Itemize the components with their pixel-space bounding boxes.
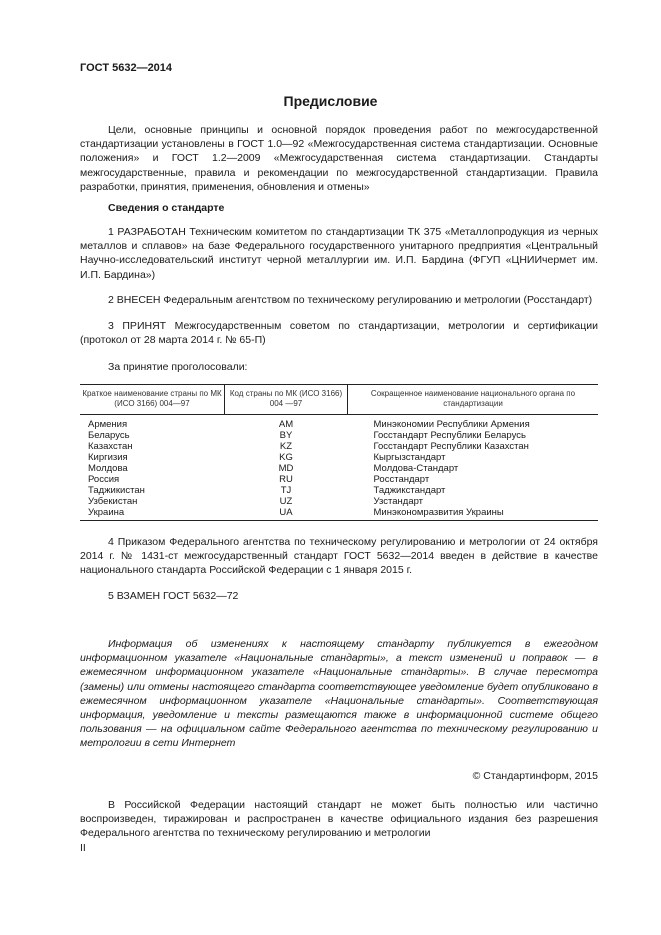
country-code: TJ <box>280 485 292 496</box>
table-row <box>80 507 598 521</box>
document-code: ГОСТ 5632—2014 <box>80 62 173 74</box>
table-row <box>80 430 598 441</box>
country-name: Киргизия <box>88 452 128 463</box>
country-name: Казахстан <box>88 441 133 452</box>
country-code: MD <box>278 463 294 474</box>
country-code: KG <box>279 452 293 463</box>
country-name: Украина <box>80 507 225 521</box>
national-body: Кыргызстандарт <box>373 452 446 463</box>
country-name: Таджикистан <box>88 485 145 496</box>
legal-paragraph: В Российской Федерации настоящий стандарт не может быть полностью или частично воспроизведен, тиражирован и распространен в качестве официального издания без разрешения Федерального агентства по техническому регулированию и метрологии <box>80 799 598 840</box>
copyright: © Стандартинформ, 2015 <box>472 770 598 782</box>
info-heading: Сведения о стандарте <box>108 202 225 214</box>
country-name: Армения <box>88 419 128 430</box>
table-row <box>80 496 598 507</box>
table-row <box>80 452 598 463</box>
country-code: UA <box>225 507 348 521</box>
item-adopted: 3 ПРИНЯТ Межгосударственным советом по стандартизации, метрологии и сертификации (протокол от 28 марта 2014 г. № 65-П) <box>80 320 598 347</box>
country-code: AM <box>278 419 294 430</box>
national-body: Госстандарт Республики Казахстан <box>373 441 529 452</box>
intro-paragraph: Цели, основные принципы и основной порядок проведения работ по межгосударственной стандартизации установлены в ГОСТ 1.0—92 «Межгосударственная система стандартизации. Основные положения» и ГОСТ 1.2—2009 «Межгосударственная система стандартизации. Стандарты межгосударственные, правила и рекомендации по межгосударственной стандартизации. Правила разработки, принятия, применения, обновления и отмены» <box>80 124 598 193</box>
header-country-name: Краткое наименование страны по МК (ИСО 3166) 004—97 <box>80 385 225 415</box>
country-code: KZ <box>279 441 293 452</box>
item-enacted: 4 Приказом Федерального агентства по техническому регулированию и метрологии от 24 октября 2014 г. № 1431-ст межгосударственный стандарт ГОСТ 5632—2014 введен в действие в качестве национального стандарта Российской Федерации с 1 января 2015 г. <box>80 536 598 577</box>
national-body: Росстандарт <box>373 474 430 485</box>
country-code: UZ <box>279 496 293 507</box>
vote-table-header <box>80 385 598 415</box>
country-name: Беларусь <box>88 430 130 441</box>
item-submitted: 2 ВНЕСЕН Федеральным агентством по техническому регулированию и метрологии (Росстандарт) <box>108 294 593 306</box>
national-body: Узстандарт <box>373 496 424 507</box>
national-body: Госстандарт Республики Беларусь <box>373 430 526 441</box>
table-row <box>80 485 598 496</box>
item-replaces: 5 ВЗАМЕН ГОСТ 5632—72 <box>108 590 239 602</box>
national-body: Минэкономии Республики Армения <box>373 419 530 430</box>
vote-table <box>80 384 598 521</box>
country-name: Узбекистан <box>88 496 138 507</box>
country-code: BY <box>279 430 293 441</box>
table-row <box>80 415 598 431</box>
header-country-code: Код страны по МК (ИСО 3166) 004 —97 <box>225 385 348 415</box>
item-developed: 1 РАЗРАБОТАН Техническим комитетом по стандартизации ТК 375 «Металлопродукция из черных металлов и сплавов» на базе Федерального государственного унитарного предприятия «Центральный Научно-исследовательский институт черной металлургии им. И.П. Бардина (ФГУП «ЦНИИчермет им. И.П. Бардина») <box>80 226 598 281</box>
page-title: Предисловие <box>283 93 378 109</box>
national-body: Таджикстандарт <box>373 485 446 496</box>
notice-paragraph: Информация об изменениях к настоящему стандарту публикуется в ежегодном информационном указателе «Национальные стандарты», а текст изменений и поправок — в ежемесячном информационном указателе «Национальные стандарты». В случае пересмотра (замены) или отмены настоящего стандарта соответствующее уведомление будет опубликовано в ежемесячном информационном указателе «Национальные стандарты». Соответствующая информация, уведомление и тексты размещаются также в информационной системе общего пользования — на официальном сайте Федерального агентства по техническому регулированию и метрологии в сети Интернет <box>80 638 598 750</box>
table-row <box>80 441 598 452</box>
country-code: RU <box>279 474 293 485</box>
voted-label: За принятие проголосовали: <box>108 361 248 373</box>
national-body: Молдова-Стандарт <box>373 463 459 474</box>
country-name: Молдова <box>88 463 128 474</box>
table-row <box>80 463 598 474</box>
page-number: II <box>80 842 86 854</box>
header-national-body: Сокращенное наименование национального органа по стандартизации <box>348 385 599 415</box>
national-body: Минэкономразвития Украины <box>348 507 599 521</box>
country-name: Россия <box>88 474 120 485</box>
table-row <box>80 474 598 485</box>
